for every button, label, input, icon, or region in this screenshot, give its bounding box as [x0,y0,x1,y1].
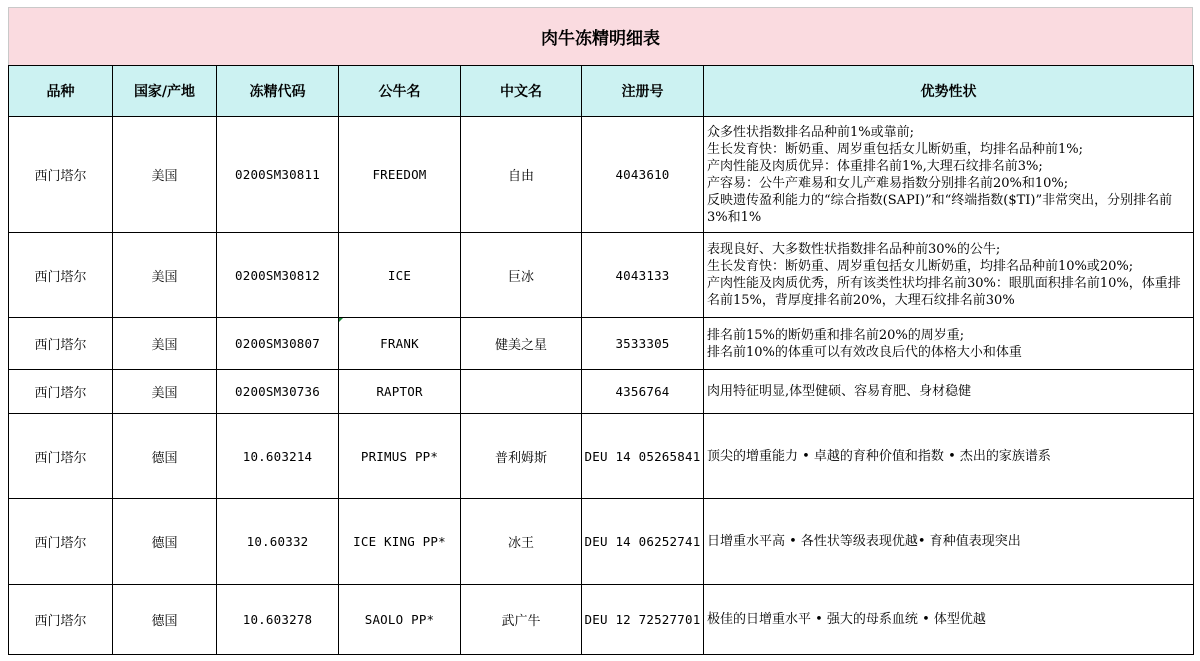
table-row [9,585,1194,655]
cell-traits[interactable] [704,414,1194,499]
trait-line: 排名前15%的断奶重和排名前20%的周岁重; [707,327,965,343]
header-chinese-name: 中文名 [461,66,582,117]
cell-breed[interactable]: 西门塔尔 [9,585,113,655]
header-breed: 品种 [9,66,113,117]
cell-registration[interactable]: 3533305 [582,318,704,370]
semen-table [8,65,1194,655]
cell-traits[interactable] [704,117,1194,233]
header-bull-name: 公牛名 [339,66,461,117]
trait-line: 极佳的日增重水平 • 强大的母系血统 • 体型优越 [707,612,986,627]
cell-registration[interactable]: 4043610 [582,117,704,233]
trait-line: 肉用特征明显,体型健硕、容易育肥、身材稳健 [707,384,972,399]
trait-line: 生长发育快：断奶重、周岁重包括女儿断奶重，均排名品种前10%或20%; [707,259,1134,274]
trait-line: 表现良好、大多数性状指数排名品种前30%的公牛; [707,242,1001,257]
cell-bull-name[interactable]: ICE [339,233,461,318]
cell-breed[interactable]: 西门塔尔 [9,233,113,318]
table-row [9,117,1194,233]
cell-registration[interactable]: DEU 14 06252741 [582,499,704,585]
header-registration: 注册号 [582,66,704,117]
trait-line: 产肉性能及肉质优秀，所有该类性状均排名前30%：眼肌面积排名前10%，体重排名前15%，背厚度排名前20%，大理石纹排名前30% [707,276,1181,308]
cell-bull-name[interactable]: FRANK [339,318,461,370]
cell-registration[interactable]: 4043133 [582,233,704,318]
trait-line: 产容易：公牛产难易和女儿产难易指数分别排名前20%和10%; [707,175,1069,191]
cell-country[interactable]: 德国 [113,414,217,499]
cell-code[interactable]: 0200SM30811 [217,117,339,233]
trait-line: 生长发育快：断奶重、周岁重包括女儿断奶重，均排名品种前1%; [707,141,1084,157]
cell-breed[interactable]: 西门塔尔 [9,414,113,499]
header-country: 国家/产地 [113,66,217,117]
cell-bull-name[interactable]: SAOLO PP* [339,585,461,655]
cell-code[interactable]: 0200SM30736 [217,370,339,414]
cell-registration[interactable]: 4356764 [582,370,704,414]
cell-note-marker [339,318,343,322]
cell-breed[interactable]: 西门塔尔 [9,370,113,414]
cell-code[interactable]: 0200SM30812 [217,233,339,318]
cell-bull-name[interactable]: RAPTOR [339,370,461,414]
cell-country[interactable]: 德国 [113,499,217,585]
cell-registration[interactable]: DEU 12 72527701 [582,585,704,655]
cell-breed[interactable]: 西门塔尔 [9,117,113,233]
cell-chinese-name[interactable] [461,370,582,414]
trait-line: 日增重水平高 • 各性状等级表现优越• 育种值表现突出 [707,534,1021,549]
header-row [9,66,1194,117]
cell-bull-name[interactable]: FREEDOM [339,117,461,233]
cell-chinese-name[interactable]: 健美之星 [461,318,582,370]
header-code: 冻精代码 [217,66,339,117]
cell-bull-name[interactable]: PRIMUS PP* [339,414,461,499]
cell-country[interactable]: 美国 [113,117,217,233]
cell-country[interactable]: 美国 [113,370,217,414]
trait-line: 众多性状指数排名品种前1%或靠前; [707,124,915,140]
trait-line: 产肉性能及肉质优异：体重排名前1%,大理石纹排名前3%; [707,158,1043,174]
cell-chinese-name[interactable]: 自由 [461,117,582,233]
cell-code[interactable]: 0200SM30807 [217,318,339,370]
cell-traits[interactable] [704,233,1194,318]
cell-traits[interactable] [704,318,1194,370]
table-row [9,318,1194,370]
cell-traits[interactable] [704,585,1194,655]
cell-country[interactable]: 美国 [113,233,217,318]
cell-traits[interactable] [704,499,1194,585]
table-row [9,499,1194,585]
cell-breed[interactable]: 西门塔尔 [9,318,113,370]
trait-line: 反映遗传盈利能力的“综合指数(SAPI)”和“终端指数($TI)”非常突出，分别排名前3%和1% [707,192,1173,225]
cell-chinese-name[interactable]: 巨冰 [461,233,582,318]
cell-chinese-name[interactable]: 普利姆斯 [461,414,582,499]
cell-code[interactable]: 10.603278 [217,585,339,655]
sheet-title: 肉牛冻精明细表 [8,7,1193,65]
trait-line: 排名前10%的体重可以有效改良后代的体格大小和体重 [707,344,1022,360]
table-row [9,233,1194,318]
cell-registration[interactable]: DEU 14 05265841 [582,414,704,499]
cell-country[interactable]: 美国 [113,318,217,370]
cell-country[interactable]: 德国 [113,585,217,655]
trait-line: 顶尖的增重能力 • 卓越的育种价值和指数 • 杰出的家族谱系 [707,448,1051,464]
cell-chinese-name[interactable]: 武广牛 [461,585,582,655]
cell-breed[interactable]: 西门塔尔 [9,499,113,585]
table-row [9,414,1194,499]
cell-bull-name[interactable]: ICE KING PP* [339,499,461,585]
cell-code[interactable]: 10.60332 [217,499,339,585]
cell-chinese-name[interactable]: 冰王 [461,499,582,585]
cell-code[interactable]: 10.603214 [217,414,339,499]
cell-traits[interactable] [704,370,1194,414]
table-row [9,370,1194,414]
spreadsheet [8,7,1193,655]
header-traits: 优势性状 [704,66,1194,117]
